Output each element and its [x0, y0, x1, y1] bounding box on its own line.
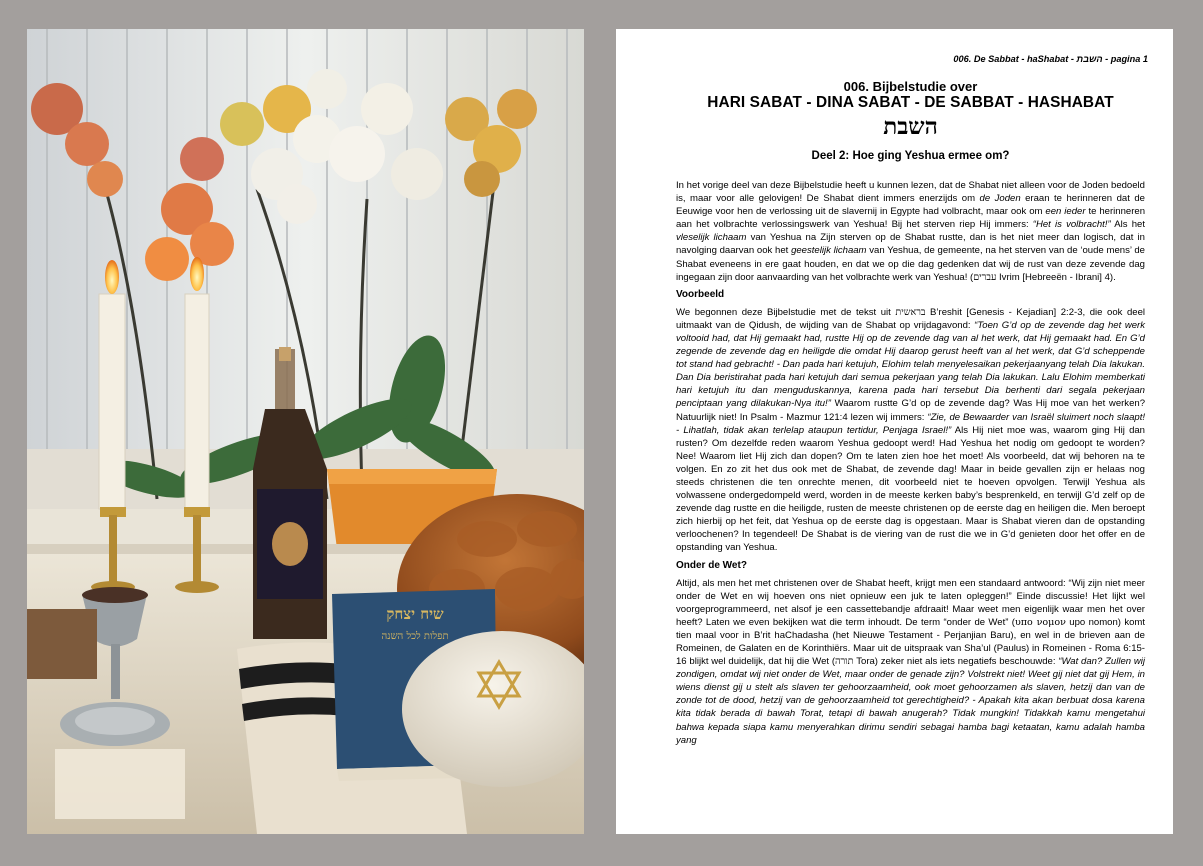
book-title: שיח יצחק — [386, 605, 444, 623]
paragraph-voorbeeld: We begonnen deze Bijbelstudie met de tekst uit בראשית B’reshit [Genesis - Kejadian] 2:2-3, die ook deel uitmaakt van de Qidush, de wijding van de Shabat op vrijdagavond: “Toen G’d op de zevende dag het werk voltooid had, dat Hij gemaakt had, rustte Hij op de zevende dag van al het werk, dat Hij gemaakt had. En G’d zegende de zevende dag en heiligde die omdat Hij daarop gerust heeft van al het werk, dat G’d scheppende tot stand had gebracht! - Dan pada hari ketujuh, Elohim telah menyelesaikan pekerjaanyang telah Dia lakukan. Dan Dia beristirahat pada hari ketujuh dari semua pekerjaan yang telah Dia lakukan. Lalu Elohim memberkati hari ketujuh itu dan menguduskannya, karena pada hari tersebut Dia berhenti dari segala pekerjaan penciptaan yang dilakukan-Nya itu!” Waarom rustte G’d op de zevende dag? Was Hij moe van het werken? Natuurlijk niet! In Psalm - Mazmur 121:4 lezen wij immers: “Zie, de Bewaarder van Israël sluimert noch slaapt! - Lihatlah, tidak akan terlelap ataupun tertidur, Penjaga Israel!” Als Hij niet moe was, waarom ging Hij dan rusten? Om dezelfde reden waarom Yeshua gedoopt werd! Had Yeshua het nodig om gedoopt te worden? Nee! Waarom liet Hij zich dan dopen? Om te laten zien hoe het moet! Als voorbeeld, dat wij behoren na te volgen. En zo zit het dus ook met de Shabat, de zevende dag! Maar in beide gevallen zijn er helaas nog steeds christenen die ten onrechte menen, dit voorbeeld niet te hoeven opvolgen. Terwijl Yeshua als volwassene ondergedompeld werd, worden in de meeste kerken baby’s besprenkeld, en terwijl G’d zelf op de zevende dag rustte en die heiligde, rusten de meeste christenen op de eerste dag en heiligen die. Men beroept zich hierbij op het feit, dat Yeshua op de eerste dag is opgestaan. Maar is Shabat vieren dan de opstanding verloochenen? In tegendeel! De Shabat is de viering van de rust die we in G’d genieten door het offer en de opstanding van Yeshua. — [676, 306, 1146, 554]
paragraph-onder-de-wet: Altijd, als men het met christenen over de Shabat heeft, krijgt men een standaard antwoord: “Wij zijn niet meer onder de Wet en wij hoeven ons niet opnieuw een juk te laten opleggen!” Einde discussie! Het lijkt wel voorgeprogrammeerd, net alsof je een cassettebandje afdraait! Maar weet men eigenlijk waar men het over heeft? Laten we even bekijken wat die term inhoudt. De term “onder de Wet” (υπο νομον upo nomon) komt tien maal voor in B’rit haChadasha (het Nieuwe Testament - Perjanjian Baru), en wel in de brieven aan de Romeinen, de Galaten en de Korinthiërs. Maar uit de uitspraak van Sha’ul (Paulus) in Romeinen - Roma 6:15-16 blijkt wel duidelijk, dat hij die Wet (תורה Tora) zeker niet als iets negatiefs beschouwde: “Wat dan? Zullen wij zondigen, omdat wij niet onder de Wet, maar onder de genade zijn? Volstrekt niet! Weet gij niet dat gij Hem, in wiens dienst gij u stelt als slaven ter gehoorzaamheid, ook moet gehoorzamen als slaven, hetzij dan van de zonde tot de dood, hetzij van de gehoorzaamheid tot gerechtigheid? - Apakah kita akan berbuat dosa karena kita tidak berada di bawah Torat, tetapi di bawah anugerah? Tidak mungkin! Tidakkah kamu mengetahui bahwa kepada siapa kamu menyerahkan dirimu sendiri sebagai hamba bagi ketaatan, kamu adalah hamba yang — [676, 577, 1146, 746]
title-block — [676, 79, 1145, 140]
title-line-2: HARI SABAT - DINA SABAT - DE SABBAT - HASHABAT — [707, 94, 1114, 111]
body-text — [676, 179, 1145, 747]
heading-onder-de-wet: Onder de Wet? — [676, 559, 747, 571]
title-line-1: 006. Bijbelstudie over — [843, 79, 978, 94]
shabbat-photo-illustration — [27, 29, 584, 834]
paragraph-intro: In het vorige deel van deze Bijbelstudie heeft u kunnen lezen, dat de Shabat niet alleen voor de Joden bedoeld is, maar voor alle gelovigen! De Shabat dient immers enerzijds om de Joden eraan te herinneren dat de Eeuwige voor hen de verlossing uit de slavernij in Egypte had volbracht, maar ook om een ieder te herinneren aan het volbrachte verlossingswerk van Yeshua! Bij het sterven riep Hij immers: “Het is volbracht!” Als het vleselijk lichaam van Yeshua na Zijn sterven op de Shabat rustte, dan is het niet meer dan logisch, dat in navolging daarvan ook het geestelijk lichaam van Yeshua, de gemeente, na het sterven van de ‘oude mens’ de Shabat eveneens in ere gaat houden, en dat we op die dag gedenken dat wij de rust van deze zevende dag ingegaan zijn door aanvaarding van het volbrachte werk van Yeshua! (עברים Ivrim [Hebreeën - Ibrani] 4). — [676, 180, 1146, 283]
shabbat-table-photo — [27, 29, 584, 834]
subtitle: Deel 2: Hoe ging Yeshua ermee om? — [811, 150, 1010, 162]
running-head: 006. De Sabbat - haShabat - השבת - pagina 1 — [953, 54, 1148, 64]
heading-voorbeeld: Voorbeeld — [676, 288, 725, 300]
document-page — [616, 29, 1173, 834]
book-subtitle: תפלות לכל השנה — [381, 631, 449, 642]
title-hebrew: השבת — [883, 113, 938, 140]
